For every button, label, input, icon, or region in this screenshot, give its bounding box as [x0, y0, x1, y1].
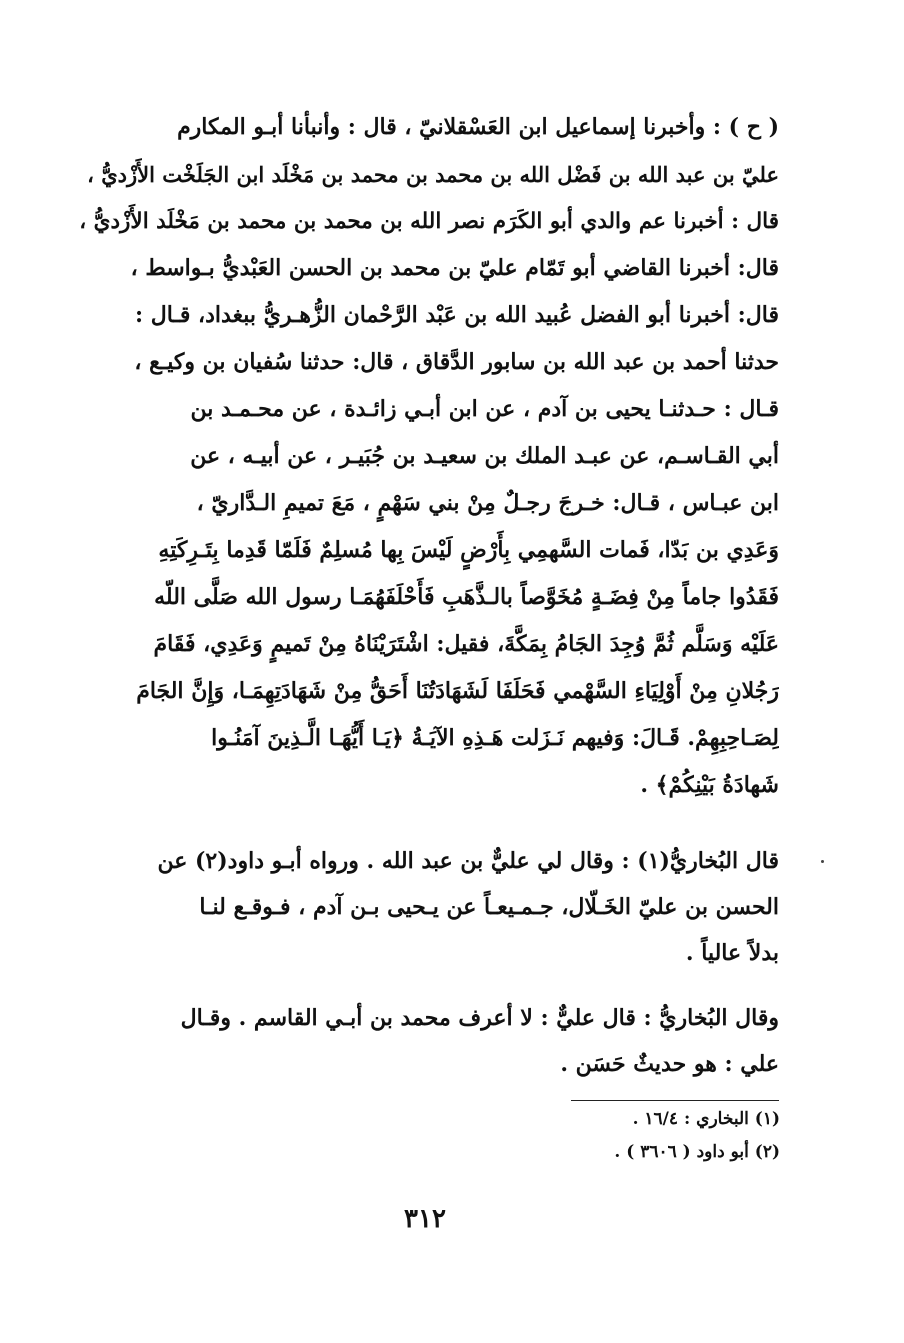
footnote-separator	[571, 1100, 779, 1101]
paragraph-hadith-chain	[76, 104, 779, 809]
text-line: قال: أخبرنا أبو الفضل عُبيد الله بن عَبْد الرَّحْمان الزُّهـريُّ ببغداد، قـال :	[134, 302, 779, 328]
text-line: وَعَدِي بن بَدّا، فَمات السَّهمِي بِأَرْضٍ لَيْسَ بِها مُسلِمٌ فَلَمّا قَدِما بِتَـرِكَتِهِ	[158, 537, 779, 563]
text-line: قال: أخبرنا القاضي أبو تَمّام عليّ بن محمد بن الحسن العَبْديُّ بـواسط ،	[130, 255, 779, 281]
text-line: وقال البُخاريُّ : قال عليٌّ : لا أعرف محمد بن أبـي القاسم . وقـال	[180, 1005, 779, 1031]
text-line: بدلاً عالياً .	[685, 940, 779, 966]
page-number: ٣١٢	[404, 1204, 446, 1234]
paragraph-bukhari-grading	[76, 995, 779, 1087]
paragraph-bukhari-note	[76, 838, 779, 976]
text-line: علي : هو حديثٌ حَسَن .	[560, 1051, 779, 1077]
text-line: عليّ بن عبد الله بن فَضْل الله بن محمد بن محمد بن مَخْلَد ابن الجَلَخْت الأَزْديُّ ،	[87, 162, 779, 187]
footnote-1: (١) البخاري : ١٦/٤ .	[632, 1109, 780, 1129]
text-line: قال : أخبرنا عم والدي أبو الكَرَم نصر الله بن محمد بن محمد بن مَخْلَد الأَزْديُّ ،	[79, 209, 779, 234]
text-line: ( ح ) : وأخبرنا إسماعيل ابن العَسْقلانيّ ، قال : وأنبأنا أبـو المكارم	[177, 114, 779, 140]
text-line: لِصَـاحِبِهِمْ. قَـالَ: وَفيهم نَـزَلت هَـذِهِ الآيَـةُ ﴿يَـا أَيُّهَـا الَّـذِينَ آمَنُـوا	[211, 725, 779, 751]
text-line: عَلَيْه وَسَلَّم ثُمَّ وُجِدَ الجَامُ بِمَكَّةَ، فقيل: اشْتَرَيْنَاهُ مِنْ تَميمٍ وَعَدِي، فَقَامَ	[153, 631, 779, 657]
text-line: رَجُلانِ مِنْ أَوْلِيَاءِ السَّهْمي فَحَلَفَا لَشَهَادَتُنَا أَحَقُّ مِنْ شَهَادَتِهِمَـا، وَإِنَّ الجَامَ	[136, 678, 779, 704]
scan-speck	[821, 860, 824, 863]
text-line: قـال : حـدثنـا يحيى بن آدم ، عن ابن أبـي زائـدة ، عن محـمـد بن	[190, 396, 779, 422]
text-line: فَقَدُوا جاماً مِنْ فِضَـةٍ مُخَوَّصاً بالـذَّهَبِ فَأَحْلَفَهُمَـا رسول الله صَلَّى اللّه	[154, 584, 779, 610]
text-line: الحسن بن عليّ الخَـلّال، جـمـيعـاً عن يـحيى بـن آدم ، فـوقـع لنـا	[199, 894, 779, 920]
text-line: حدثنا أحمد بن عبد الله بن سابور الدَّقاق ، قال: حدثنا سُفيان بن وكيـع ،	[134, 349, 779, 375]
text-line: قال البُخاريُّ(١) : وقال لي عليٌّ بن عبد الله . ورواه أبـو داود(٢) عن	[157, 848, 779, 874]
footnotes	[420, 1103, 780, 1169]
footnote-2: (٢) أبو داود ( ٣٦٠٦ ) .	[614, 1142, 780, 1162]
text-line: ابن عبـاس ، قـال: خـرجَ رجـلٌ مِنْ بني سَهْمٍ ، مَعَ تميمِ الـدَّاريّ ،	[196, 490, 779, 516]
text-line: أبي القـاسـم، عن عبـد الملك بن سعيـد بن جُبَيـر ، عن أبيـه ، عن	[190, 443, 779, 469]
text-line: شَهادَةُ بَيْنِكُمْ﴾ .	[640, 772, 779, 798]
